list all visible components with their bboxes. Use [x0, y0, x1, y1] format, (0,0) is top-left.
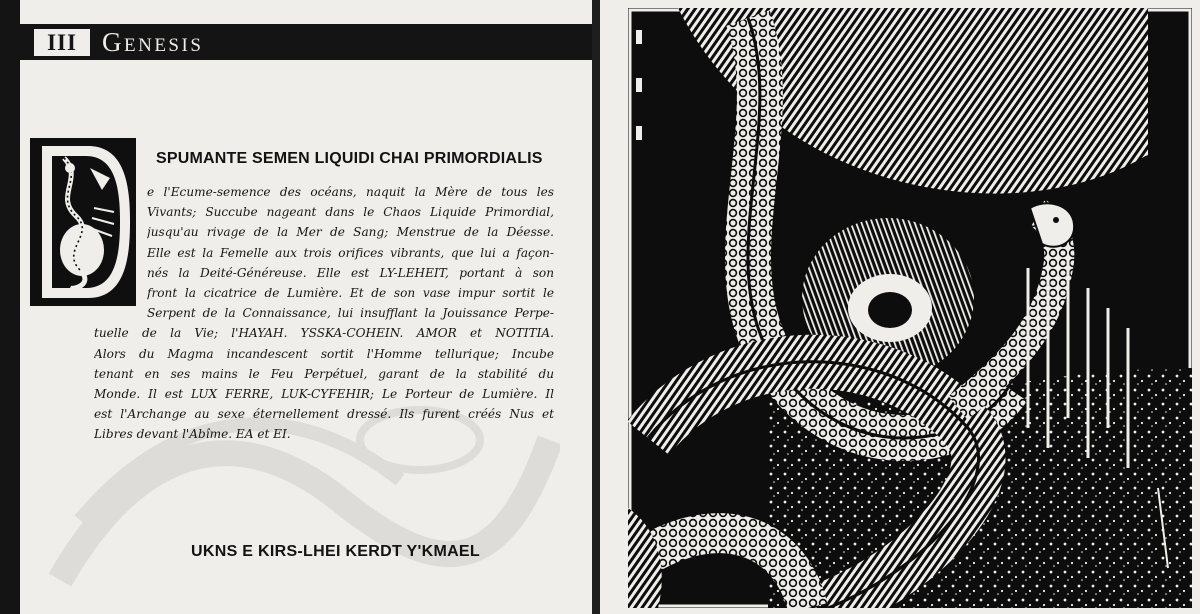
- section-heading: SPUMANTE SEMEN LIQUIDI CHAI PRIMORDIALIS: [156, 150, 543, 167]
- serpent-woodcut-illustration: [628, 8, 1192, 608]
- chapter-title: Genesis: [102, 27, 204, 57]
- body-line: jusqu'au rivage de la Mer de Sang; Menstrue de la Déesse.: [147, 225, 554, 240]
- body-line: tuelle de la Vie; l'HAYAH. YSSKA-COHEIN. AMOR et NOTITIA.: [94, 326, 554, 341]
- body-line: tenant en ses mains le Feu Perpétuel, garant de la stabilité du: [94, 366, 554, 381]
- body-line: Monde. Il est LUX FERRE, LUK-CYFEHIR; Le Porteur de Lumière. Il: [94, 387, 554, 402]
- body-paragraph: [94, 182, 554, 445]
- body-line: front la cicatrice de Lumière. Et de son vase impur sortit le: [147, 286, 554, 301]
- body-line: e l'Ecume-semence des océans, naquit la Mère de tous les: [147, 185, 554, 199]
- closing-title: UKNS E KIRS-LHEI KERDT Y'KMAEL: [191, 543, 480, 560]
- body-line: nés la Deité-Généreuse. Elle est LY-LEHEIT, portant à son: [147, 265, 554, 280]
- body-line: Elle est la Femelle aux trois orifices vibrants, que lui a façon-: [147, 245, 554, 260]
- body-line: est l'Archange au sexe éternellement dressé. Ils furent créés Nus et: [94, 407, 554, 422]
- body-line: Alors du Magma incandescent sortit l'Homme tellurique; Incube: [94, 346, 554, 361]
- body-line: Serpent de la Connaissance, lui insufflant la Jouissance Perpe-: [147, 306, 554, 321]
- body-line: Vivants; Succube nageant dans le Chaos Liquide Primordial,: [147, 205, 554, 220]
- left-page-black-edge: [0, 0, 20, 614]
- chapter-number: III: [34, 29, 90, 56]
- body-line: Libres devant l'Abîme. EA et EI.: [94, 427, 291, 442]
